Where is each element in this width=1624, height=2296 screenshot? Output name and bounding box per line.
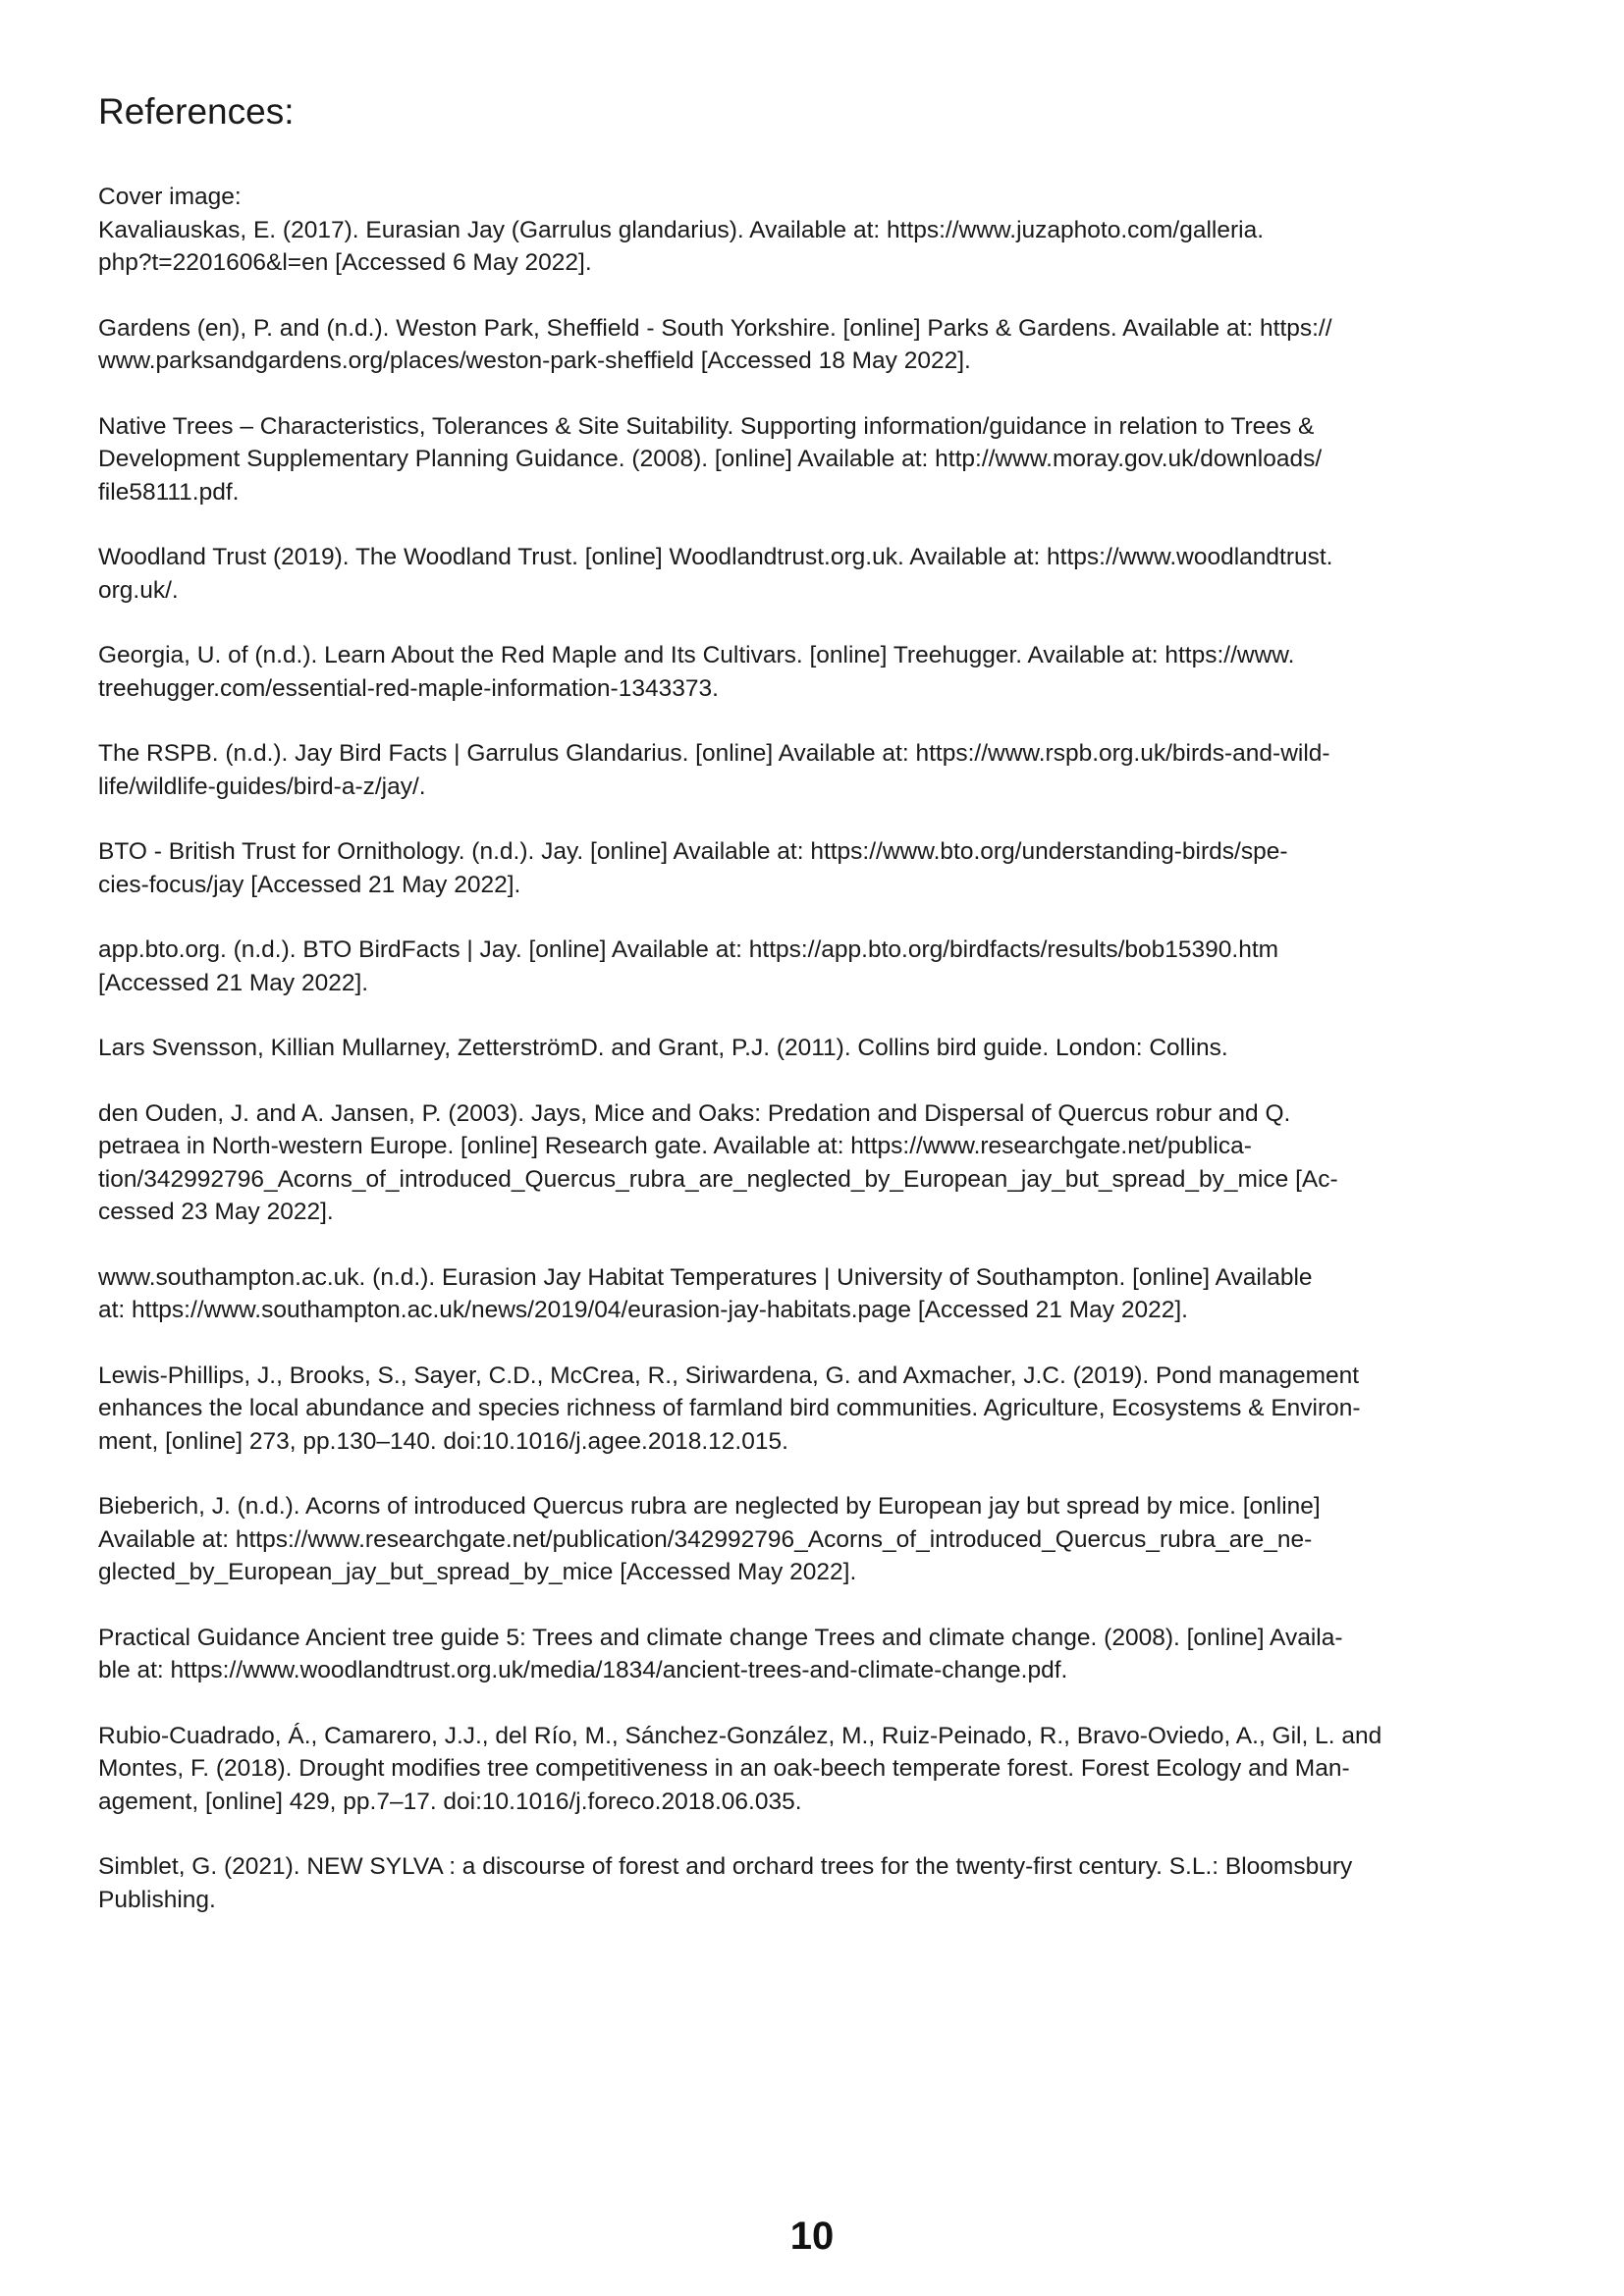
reference-line: Rubio-Cuadrado, Á., Camarero, J.J., del Río, M., Sánchez-González, M., Ruiz-Peinado, R., Bravo-Oviedo, A., Gil, L. and	[98, 1722, 1382, 1749]
reference-line: cies-focus/jay [Accessed 21 May 2022].	[98, 871, 521, 898]
reference-entry	[98, 181, 1551, 280]
references-page	[98, 90, 1551, 1949]
reference-line: Bieberich, J. (n.d.). Acorns of introduced Quercus rubra are neglected by European jay but spread by mice. [online]	[98, 1493, 1321, 1521]
reference-line: org.uk/.	[98, 576, 179, 604]
reference-entry	[98, 1261, 1551, 1327]
reference-line: Practical Guidance Ancient tree guide 5: Trees and climate change Trees and climate change. (2008). [online] Availa-	[98, 1624, 1343, 1651]
reference-line: Woodland Trust (2019). The Woodland Trust. [online] Woodlandtrust.org.uk. Available at: https://www.woodlandtrust.	[98, 544, 1333, 571]
reference-entry	[98, 1720, 1551, 1819]
reference-line: treehugger.com/essential-red-maple-information-1343373.	[98, 674, 719, 702]
reference-entry	[98, 312, 1551, 378]
reference-line: Lars Svensson, Killian Mullarney, ZetterströmD. and Grant, P.J. (2011). Collins bird guide. London: Collins.	[98, 1035, 1228, 1062]
reference-line: app.bto.org. (n.d.). BTO BirdFacts | Jay. [online] Available at: https://app.bto.org/birdfacts/results/bob15390.htm	[98, 936, 1279, 964]
reference-entry	[98, 1490, 1551, 1589]
reference-line: Available at: https://www.researchgate.net/publication/342992796_Acorns_of_introduced_Quercus_rubra_are_ne-	[98, 1525, 1313, 1553]
reference-line: enhances the local abundance and species richness of farmland bird communities. Agriculture, Ecosystems & Environ-	[98, 1395, 1361, 1422]
reference-line: Native Trees – Characteristics, Tolerances & Site Suitability. Supporting information/guidance in relation to Trees &	[98, 412, 1315, 440]
reference-entry	[98, 541, 1551, 607]
reference-line: php?t=2201606&l=en [Accessed 6 May 2022].	[98, 249, 592, 277]
reference-line: Cover image:	[98, 184, 242, 211]
reference-line: den Ouden, J. and A. Jansen, P. (2003). Jays, Mice and Oaks: Predation and Dispersal of Quercus robur and Q.	[98, 1099, 1291, 1127]
reference-entry	[98, 410, 1551, 509]
reference-line: BTO - British Trust for Ornithology. (n.d.). Jay. [online] Available at: https://www.bto.org/understanding-birds/spe-	[98, 838, 1288, 866]
reference-line: file58111.pdf.	[98, 478, 240, 506]
reference-line: ble at: https://www.woodlandtrust.org.uk/media/1834/ancient-trees-and-climate-change.pdf.	[98, 1657, 1068, 1684]
reference-line: Lewis-Phillips, J., Brooks, S., Sayer, C.D., McCrea, R., Siriwardena, G. and Axmacher, J.C. (2019). Pond management	[98, 1362, 1360, 1389]
reference-line: glected_by_European_jay_but_spread_by_mice [Accessed May 2022].	[98, 1559, 857, 1586]
reference-entry	[98, 1850, 1551, 1916]
reference-line: ment, [online] 273, pp.130–140. doi:10.1016/j.agee.2018.12.015.	[98, 1427, 788, 1455]
reference-entry	[98, 639, 1551, 705]
reference-entry	[98, 1032, 1551, 1065]
reference-line: at: https://www.southampton.ac.uk/news/2019/04/eurasion-jay-habitats.page [Accessed 21 May 2022].	[98, 1297, 1188, 1324]
reference-line: www.parksandgardens.org/places/weston-park-sheffield [Accessed 18 May 2022].	[98, 347, 971, 375]
reference-entry	[98, 737, 1551, 803]
reference-line: Georgia, U. of (n.d.). Learn About the Red Maple and Its Cultivars. [online] Treehugger. Available at: https://www.	[98, 642, 1295, 669]
reference-line: petraea in North-western Europe. [online] Research gate. Available at: https://www.researchgate.net/publica-	[98, 1133, 1252, 1160]
reference-line: cessed 23 May 2022].	[98, 1199, 334, 1226]
reference-entry	[98, 1622, 1551, 1687]
reference-line: agement, [online] 429, pp.7–17. doi:10.1016/j.foreco.2018.06.035.	[98, 1788, 802, 1815]
reference-line: www.southampton.ac.uk. (n.d.). Eurasion Jay Habitat Temperatures | University of Southampton. [online] Available	[98, 1263, 1313, 1291]
reference-line: life/wildlife-guides/bird-a-z/jay/.	[98, 773, 426, 800]
page-number: 10	[789, 2215, 835, 2258]
page-title: References:	[98, 91, 295, 132]
reference-line: The RSPB. (n.d.). Jay Bird Facts | Garrulus Glandarius. [online] Available at: https://www.rspb.org.uk/birds-and-wild-	[98, 740, 1330, 768]
reference-line: Gardens (en), P. and (n.d.). Weston Park, Sheffield - South Yorkshire. [online] Parks & Gardens. Available at: https://	[98, 314, 1332, 342]
reference-entry	[98, 1360, 1551, 1459]
reference-line: Simblet, G. (2021). NEW SYLVA : a discourse of forest and orchard trees for the twenty-first century. S.L.: Bloomsbury	[98, 1853, 1353, 1881]
reference-list	[98, 181, 1551, 1916]
reference-line: tion/342992796_Acorns_of_introduced_Quercus_rubra_are_neglected_by_European_jay_but_spread_by_mice [Ac-	[98, 1165, 1338, 1193]
reference-line: Development Supplementary Planning Guidance. (2008). [online] Available at: http://www.moray.gov.uk/downloads/	[98, 446, 1323, 473]
reference-line: Kavaliauskas, E. (2017). Eurasian Jay (Garrulus glandarius). Available at: https://www.juzaphoto.com/galleria.	[98, 216, 1265, 243]
reference-line: Montes, F. (2018). Drought modifies tree competitiveness in an oak-beech temperate forest. Forest Ecology and Man-	[98, 1755, 1350, 1783]
reference-entry	[98, 1097, 1551, 1229]
reference-entry	[98, 835, 1551, 901]
reference-line: [Accessed 21 May 2022].	[98, 969, 369, 996]
reference-entry	[98, 934, 1551, 999]
reference-line: Publishing.	[98, 1886, 216, 1913]
